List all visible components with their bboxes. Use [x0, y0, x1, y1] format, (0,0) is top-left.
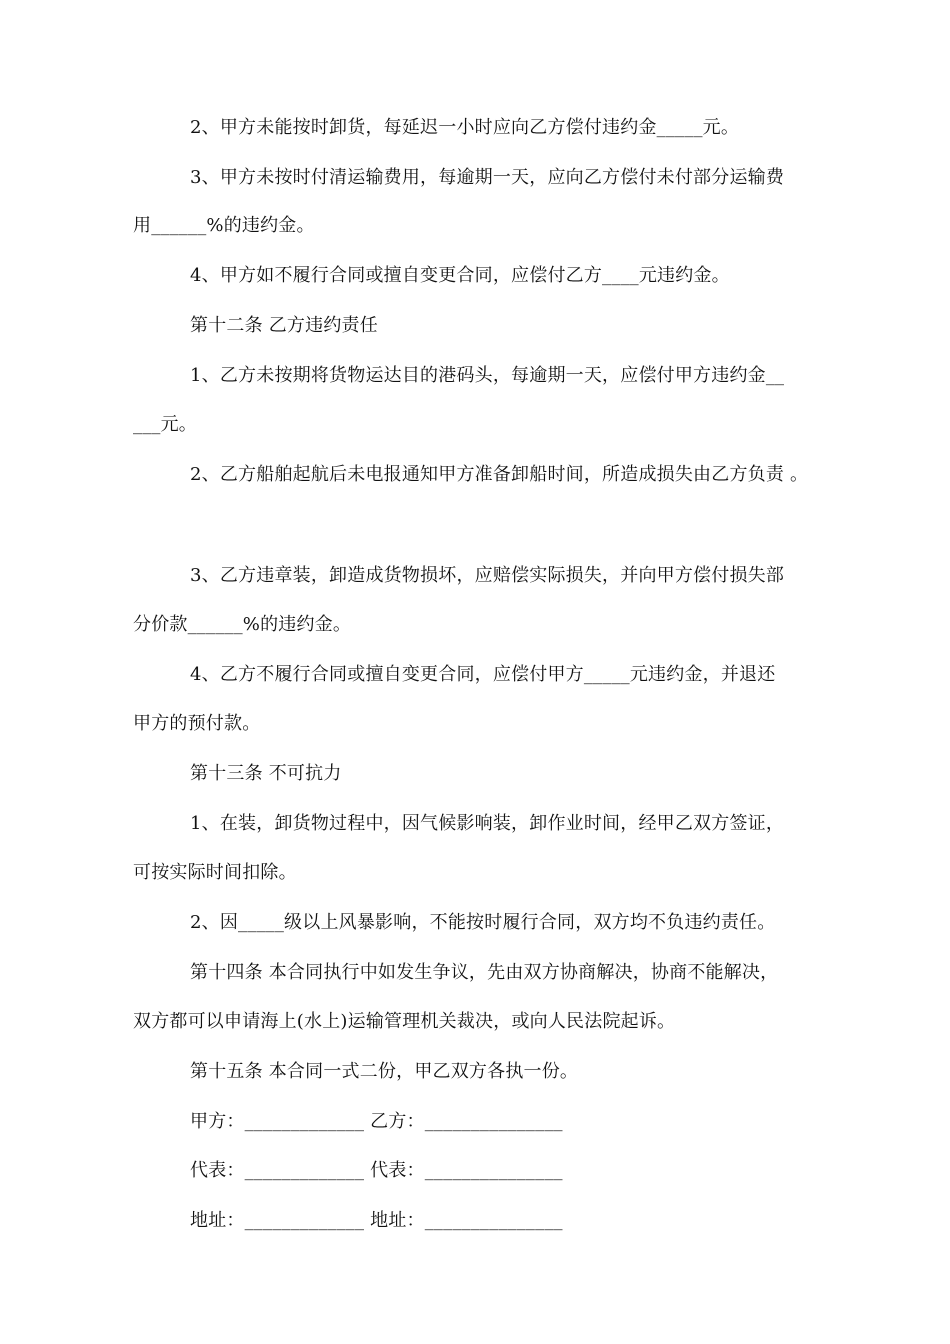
- clause-13-item-2: 2、因_____级以上风暴影响，不能按时履行合同，双方均不负违约责任。: [190, 912, 776, 933]
- clause-12-heading: 第十二条 乙方违约责任: [190, 315, 378, 336]
- clause-14-cont: 双方都可以申请海上(水上)运输管理机关裁决，或向人民法院起诉。: [133, 1011, 676, 1032]
- clause-15: 第十五条 本合同一式二份，甲乙双方各执一份。: [190, 1061, 579, 1082]
- clause-11-item-3: 3、甲方未按时付清运输费用，每逾期一天，应向乙方偿付未付部分运输费: [190, 167, 785, 188]
- clause-13-item-1-cont: 可按实际时间扣除。: [133, 862, 297, 883]
- clause-12-item-2: 2、乙方船舶起航后未电报通知甲方准备卸船时间，所造成损失由乙方负责 。: [190, 464, 809, 485]
- signature-party-row: 甲方：_____________ 乙方：_______________: [190, 1111, 563, 1132]
- clause-12-item-1-cont: ___元。: [133, 414, 197, 435]
- clause-12-item-3-cont: 分价款______%的违约金。: [133, 614, 352, 635]
- clause-11-item-3-cont: 用______%的违约金。: [133, 215, 315, 236]
- clause-12-item-4: 4、乙方不履行合同或擅自变更合同，应偿付甲方_____元违约金，并退还: [190, 664, 776, 685]
- clause-14: 第十四条 本合同执行中如发生争议，先由双方协商解决，协商不能解决，: [190, 962, 779, 983]
- clause-11-item-4: 4、甲方如不履行合同或擅自变更合同，应偿付乙方____元违约金。: [190, 265, 730, 286]
- clause-13-heading: 第十三条 不可抗力: [190, 763, 342, 784]
- clause-12-item-1: 1、乙方未按期将货物运达目的港码头，每逾期一天，应偿付甲方违约金__: [190, 365, 785, 386]
- clause-11-item-2: 2、甲方未能按时卸货，每延迟一小时应向乙方偿付违约金_____元。: [190, 117, 740, 138]
- signature-address-row: 地址：_____________ 地址：_______________: [190, 1210, 563, 1231]
- clause-12-item-4-cont: 甲方的预付款。: [133, 713, 261, 734]
- clause-12-item-3: 3、乙方违章装，卸造成货物损坏，应赔偿实际损失，并向甲方偿付损失部: [190, 565, 785, 586]
- signature-representative-row: 代表：_____________ 代表：_______________: [190, 1160, 563, 1181]
- clause-13-item-1: 1、在装，卸货物过程中，因气候影响装，卸作业时间，经甲乙双方签证，: [190, 813, 785, 834]
